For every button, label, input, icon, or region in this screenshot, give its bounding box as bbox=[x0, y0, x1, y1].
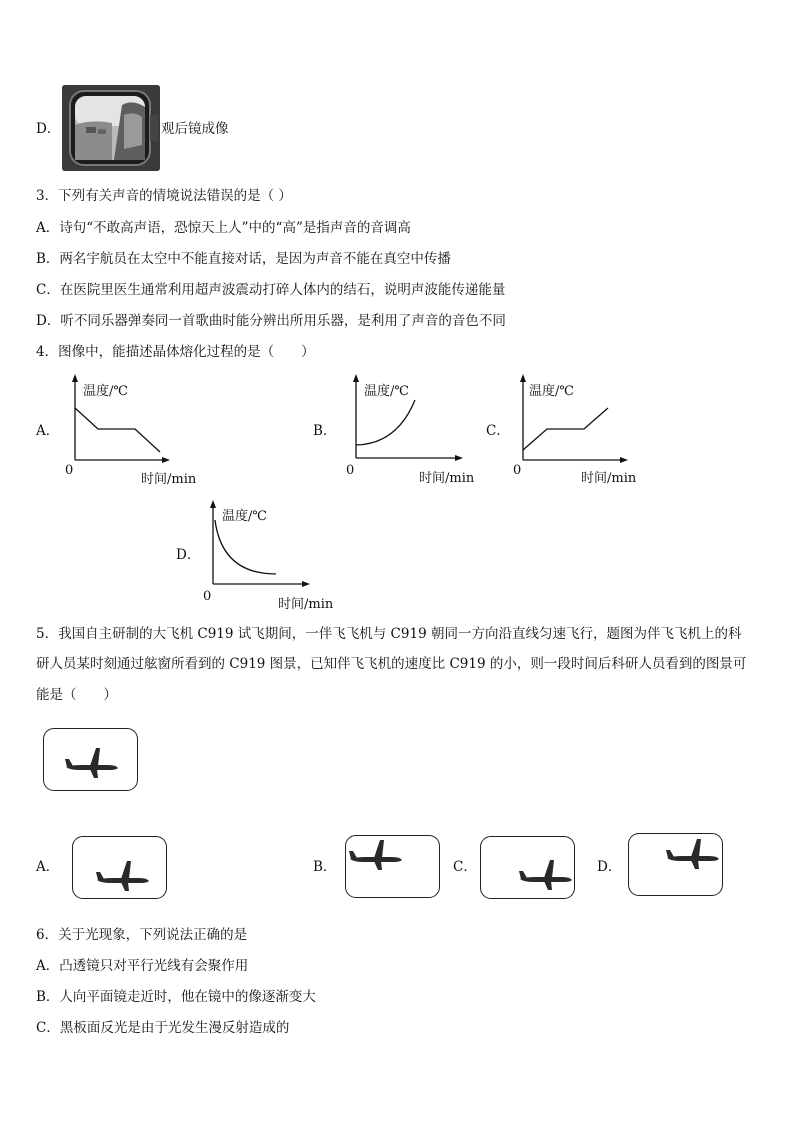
mirror-photo-illustration bbox=[62, 85, 160, 171]
graph-a-x-arrow bbox=[162, 457, 170, 463]
q3-option-b: B．两名宇航员在太空中不能直接对话，是因为声音不能在真空中传播 bbox=[36, 251, 451, 267]
q4-option-b-label: B． bbox=[313, 423, 337, 439]
q4-option-a-label: A． bbox=[36, 423, 60, 439]
graph-c-curve bbox=[523, 408, 608, 450]
q5-reference-window bbox=[43, 728, 138, 791]
q5-option-c-label: C． bbox=[453, 859, 477, 875]
q6-option-a: A．凸透镜只对平行光线有会聚作用 bbox=[36, 958, 249, 974]
q3-option-c: C．在医院里医生通常利用超声波震动打碎人体内的结石，说明声波能传递能量 bbox=[36, 282, 506, 298]
graph-d-x-label: 时间/min bbox=[278, 597, 334, 612]
graph-c-x-arrow bbox=[620, 457, 628, 463]
graph-b-x-arrow bbox=[455, 455, 463, 461]
graph-c-origin: 0 bbox=[513, 463, 522, 478]
graph-b-y-label: 温度/℃ bbox=[364, 384, 409, 399]
q5-option-c-window bbox=[480, 836, 575, 899]
graph-b-origin: 0 bbox=[346, 463, 355, 478]
graph-a-x-label: 时间/min bbox=[141, 472, 197, 487]
airplane-icon bbox=[95, 858, 151, 892]
q5-stem-line-3: 能是（ ） bbox=[36, 687, 117, 703]
q5-stem-line-1: 5．我国自主研制的大飞机 C919 试飞期间，一伴飞飞机与 C919 朝同一方向沿直线匀速飞行，题图为伴飞飞机上的科 bbox=[36, 626, 742, 642]
q3-option-a: A．诗句“不敢高声语，恐惊天上人”中的“高”是指声音的音调高 bbox=[36, 220, 411, 236]
graph-b-curve bbox=[356, 400, 415, 445]
q2-option-d-text: 观后镜成像 bbox=[161, 121, 229, 137]
q3-option-d: D．听不同乐器弹奏同一首歌曲时能分辨出所用乐器，是利用了声音的音色不同 bbox=[36, 313, 506, 329]
airplane-icon bbox=[665, 836, 721, 870]
graph-a-y-arrow bbox=[72, 374, 78, 382]
graph-c-x-label: 时间/min bbox=[581, 471, 637, 486]
graph-d-y-arrow bbox=[210, 500, 216, 508]
airplane-icon bbox=[518, 857, 574, 891]
graph-c-y-arrow bbox=[520, 374, 526, 382]
q6-option-b: B．人向平面镜走近时，他在镜中的像逐渐变大 bbox=[36, 989, 316, 1005]
q5-stem-line-2: 研人员某时刻通过舷窗所看到的 C919 图景，已知伴飞飞机的速度比 C919 的小，则一段时间后科研人员看到的图景可 bbox=[36, 656, 747, 672]
airplane-icon bbox=[348, 837, 404, 871]
q3-stem: 3．下列有关声音的情境说法错误的是（ ） bbox=[36, 188, 292, 204]
graph-d-y-label: 温度/℃ bbox=[222, 509, 267, 524]
q2-option-d-label: D． bbox=[36, 121, 61, 137]
q5-option-a-window bbox=[72, 836, 167, 899]
q6-stem: 6．关于光现象，下列说法正确的是 bbox=[36, 927, 248, 943]
q5-option-d-window bbox=[628, 833, 723, 896]
graph-a-curve bbox=[75, 408, 160, 452]
graph-a-origin: 0 bbox=[65, 463, 74, 478]
q4-option-c-label: C． bbox=[486, 423, 510, 439]
graph-c-y-label: 温度/℃ bbox=[529, 384, 574, 399]
q4-option-d-label: D． bbox=[176, 547, 201, 563]
graph-b-x-label: 时间/min bbox=[419, 471, 475, 486]
q5-option-b-label: B． bbox=[313, 859, 337, 875]
q5-option-b-window bbox=[345, 835, 440, 898]
graph-d-curve bbox=[215, 520, 276, 574]
q4-stem: 4．图像中，能描述晶体熔化过程的是（ ） bbox=[36, 344, 315, 360]
rearview-mirror-photo bbox=[62, 85, 160, 171]
graph-b-y-arrow bbox=[353, 374, 359, 382]
airplane-icon bbox=[64, 745, 120, 779]
q5-option-d-label: D． bbox=[597, 859, 622, 875]
q6-option-c: C．黑板面反光是由于光发生漫反射造成的 bbox=[36, 1020, 290, 1036]
q5-option-a-label: A． bbox=[36, 859, 60, 875]
graph-d-x-arrow bbox=[302, 581, 310, 587]
graph-a-y-label: 温度/℃ bbox=[83, 384, 128, 399]
graph-d-origin: 0 bbox=[203, 589, 212, 604]
